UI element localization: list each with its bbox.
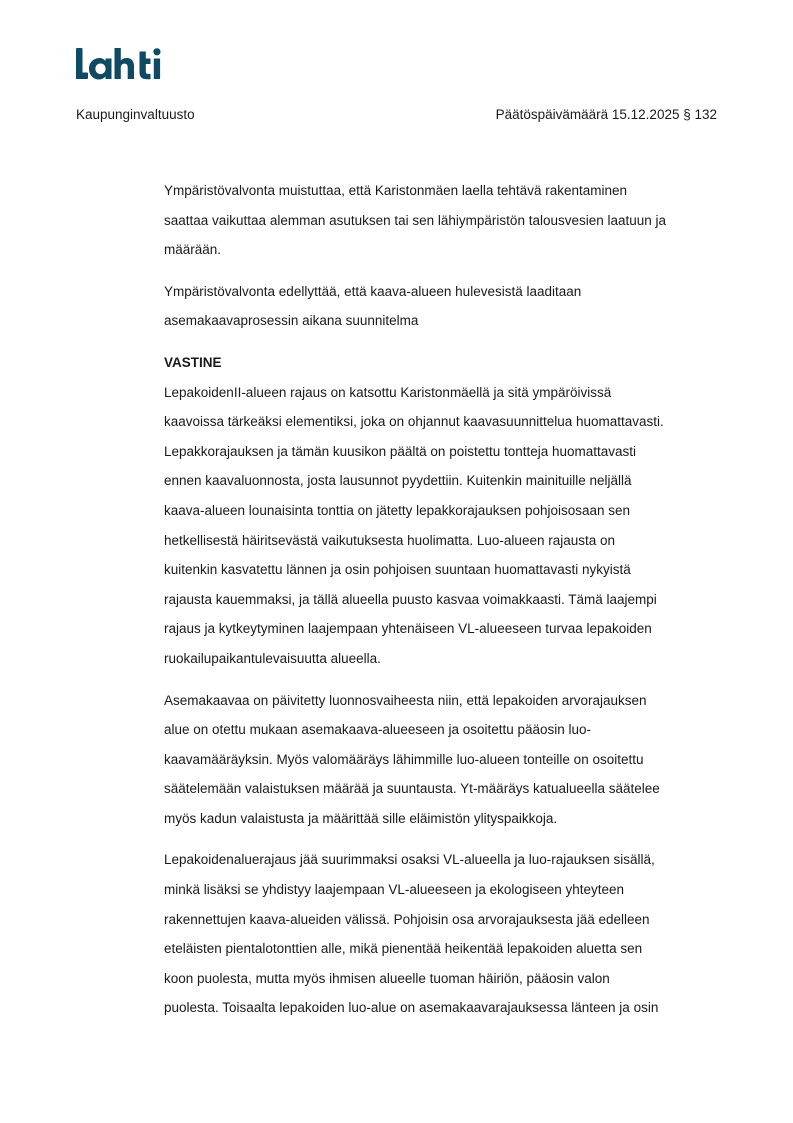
- text-line: puolesta. Toisaalta lepakoiden luo-alue on asemakaavarajauksessa länteen ja osin: [164, 1000, 659, 1016]
- paragraph: [164, 277, 720, 336]
- text-line: ennen kaavaluonnosta, josta lausunnot pyydettiin. Kuitenkin mainituille neljällä: [164, 473, 632, 489]
- text-line: rakennettujen kaava-alueiden välissä. Pohjoisin osa arvorajauksesta jää edelleen: [164, 911, 650, 927]
- text-line: säätelemään valaistuksen määrää ja suuntausta. Yt-määräys katualueella säätelee: [164, 781, 660, 797]
- text-line: Ympäristövalvonta edellyttää, että kaava-alueen hulevesistä laaditaan: [164, 283, 582, 299]
- text-line: kuitenkin kasvatettu lännen ja osin pohjoisen suuntaan huomattavasti nykyistä: [164, 562, 631, 578]
- paragraph: [164, 845, 720, 1023]
- text-line: määrään.: [164, 242, 222, 258]
- text-line: myös kadun valaistusta ja määrittää sille eläimistön ylityspaikkoja.: [164, 810, 558, 826]
- section-heading: VASTINE: [164, 354, 222, 370]
- text-line: Asemakaavaa on päivitetty luonnosvaiheesta niin, että lepakoiden arvorajauksen: [164, 692, 647, 708]
- text-line: Ympäristövalvonta muistuttaa, että Karistonmäen laella tehtävä rakentaminen: [164, 183, 628, 198]
- text-line: Lepakoidenaluerajaus jää suurimmaksi osaksi VL-alueella ja luo-rajauksen sisällä,: [164, 852, 655, 868]
- text-line: eteläisten pientalotonttien alle, mikä pienentää heikentää lepakoiden aluetta sen: [164, 941, 643, 957]
- text-line: hetkellisestä häiritsevästä vaikutuksesta huolimatta. Luo-alueen rajausta on: [164, 532, 616, 548]
- document-body: [164, 176, 720, 1035]
- text-line: rajaus ja kytkeytyminen laajempaan yhtenäiseen VL-alueeseen turvaa lepakoiden: [164, 621, 652, 637]
- lahti-logo: [76, 46, 166, 82]
- text-line: kaavoissa tärkeäksi elementiksi, joka on ohjannut kaavasuunnittelua huomattavasti.: [164, 414, 664, 430]
- paragraph: [164, 378, 720, 674]
- text-line: Lepakkorajauksen ja tämän kuusikon päältä on poistettu tontteja huomattavasti: [164, 443, 637, 459]
- text-line: alue on otettu mukaan asemakaava-alueeseen ja osoitettu pääosin luo-: [164, 722, 592, 738]
- text-line: kaavamääräyksin. Myös valomääräys lähimmille luo-alueen tonteille on osoitettu: [164, 751, 644, 767]
- text-line: rajausta kauemmaksi, ja tällä alueella puusto kasvaa voimakkaasti. Tämä laajempi: [164, 591, 657, 607]
- text-line: saattaa vaikuttaa alemman asutuksen tai sen lähiympäristön talousvesien laatuun ja: [164, 212, 667, 228]
- body-name: Kaupunginvaltuusto: [76, 107, 195, 122]
- text-line: kaava-alueen lounaisinta tonttia on jätetty lepakkorajauksen pohjoisosaan sen: [164, 502, 631, 518]
- paragraph: [164, 176, 720, 265]
- decision-date: Päätöspäivämäärä 15.12.2025 § 132: [495, 107, 717, 122]
- paragraph: [164, 686, 720, 834]
- text-line: koon puolesta, mutta myös ihmisen alueelle tuoman häiriön, pääosin valon: [164, 970, 610, 986]
- text-line: ruokailupaikantulevaisuutta alueella.: [164, 650, 381, 666]
- text-line: minkä lisäksi se yhdistyy laajempaan VL-alueeseen ja ekologiseen yhteyteen: [164, 882, 625, 898]
- text-line: LepakoidenII-alueen rajaus on katsottu Karistonmäellä ja sitä ympäröivissä: [164, 384, 612, 400]
- text-line: asemakaavaprosessin aikana suunnitelma: [164, 313, 419, 329]
